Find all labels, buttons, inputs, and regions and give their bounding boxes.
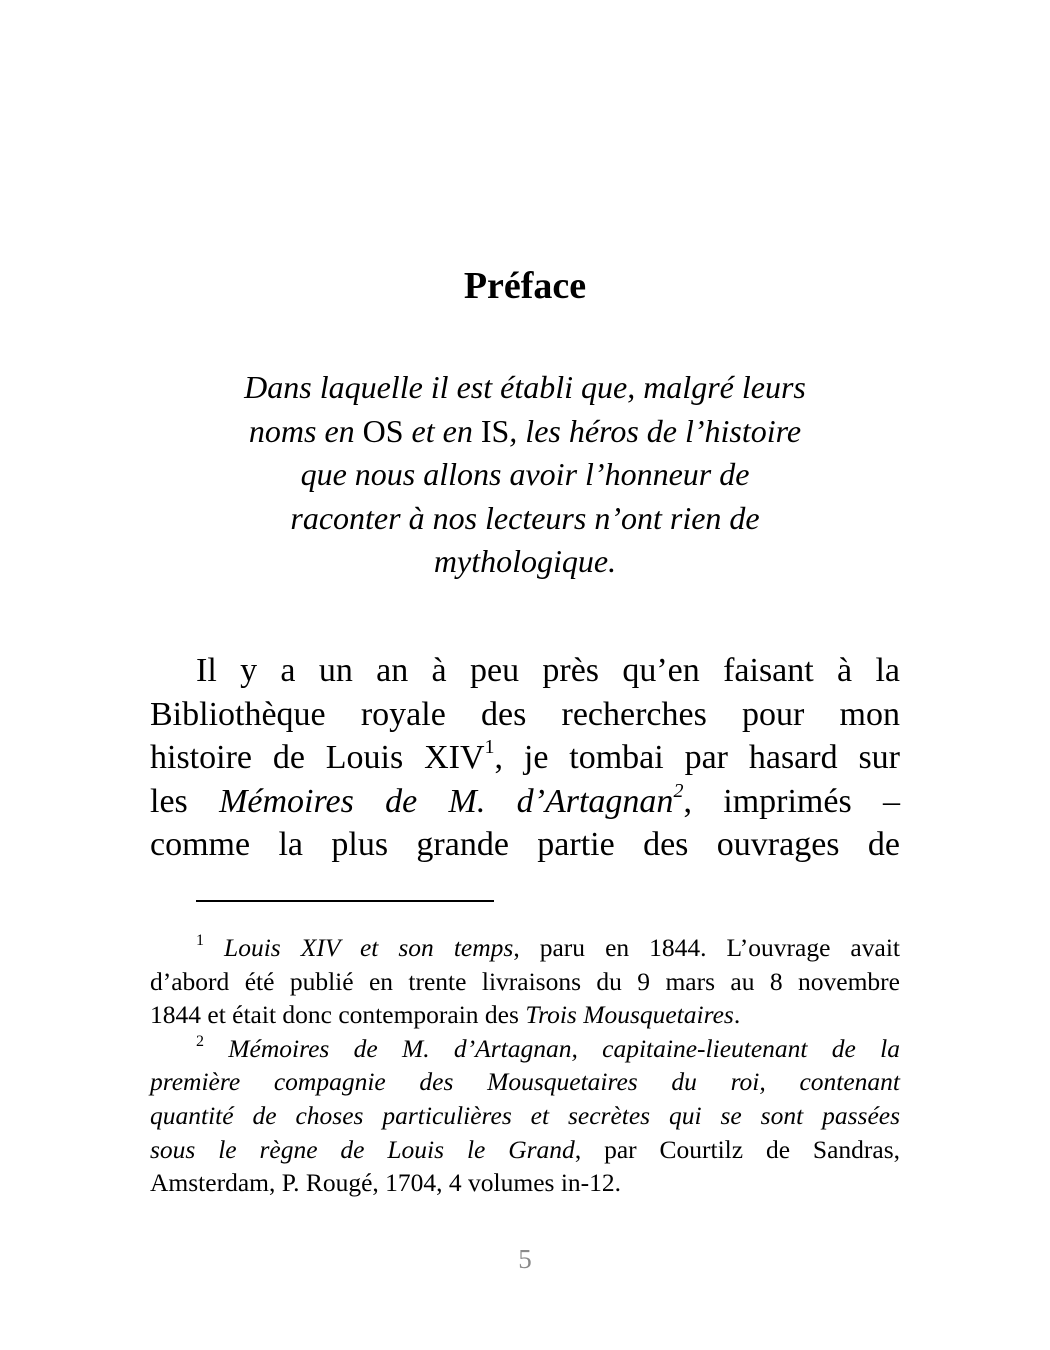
body-line-1: Il y a un an à peu près qu’en faisant à la bbox=[196, 652, 900, 689]
footnote-ref-2-mark: 2 bbox=[673, 779, 684, 802]
footnote-2-line-4 bbox=[150, 1133, 900, 1167]
footnote-ref-1[interactable]: 1 bbox=[484, 736, 495, 758]
footnote-1-title: Louis XIV et son temps bbox=[224, 933, 514, 962]
footnote-1-line-3 bbox=[150, 998, 900, 1032]
footnote-1-line-3a: 1844 et était donc contemporain des bbox=[150, 1000, 526, 1030]
footnote-1-line-1b: , paru en 1844. L’ouvrage avait bbox=[513, 933, 900, 962]
footnote-2-line-1 bbox=[150, 1032, 900, 1066]
body-line-3 bbox=[150, 736, 900, 780]
page-number: 5 bbox=[518, 1244, 532, 1274]
book-title-memoires: Mémoires de M. d’Artagnan bbox=[219, 782, 674, 820]
footnote-separator bbox=[196, 900, 494, 902]
summary-line-2e: , les héros de l’histoire bbox=[509, 412, 802, 449]
body-line-4 bbox=[150, 780, 900, 824]
body-line-2: Bibliothèque royale des recherches pour mon bbox=[150, 695, 900, 733]
footnote-1-line-2: d’abord été publié en trente livraisons du 9 mars au 8 novembre bbox=[150, 966, 900, 996]
summary-line-5: mythologique. bbox=[433, 543, 617, 579]
summary-line-2a: noms en bbox=[248, 412, 363, 449]
footnote-2-line-2 bbox=[150, 1065, 900, 1099]
footnote-2-line-3-text: quantité de choses particulières et secrètes qui se sont passées bbox=[150, 1100, 900, 1130]
footnote-2-line-2-text: première compagnie des Mousquetaires du roi, contenant bbox=[150, 1067, 900, 1097]
footnote-2-line-5: Amsterdam, P. Rougé, 1704, 4 volumes in-12. bbox=[150, 1168, 622, 1198]
chapter-summary bbox=[175, 366, 875, 584]
footnote-1 bbox=[150, 931, 900, 1032]
footnote-1-line-1 bbox=[150, 931, 900, 965]
footnote-2 bbox=[150, 1032, 900, 1200]
summary-line-3: que nous allons avoir l’honneur de bbox=[300, 456, 750, 492]
footnote-2-line-3 bbox=[150, 1099, 900, 1133]
footnote-2-mark: 2 bbox=[196, 1032, 204, 1050]
footnote-2-line-4b: , par Courtilz de Sandras, bbox=[574, 1134, 900, 1164]
chapter-title: Préface bbox=[463, 265, 587, 307]
footnote-ref-2[interactable] bbox=[673, 780, 683, 802]
summary-line-2c: et en bbox=[403, 412, 481, 449]
footnote-1-mark: 1 bbox=[196, 932, 204, 949]
body-line-4c: , imprimés – bbox=[683, 782, 900, 820]
body-paragraph bbox=[150, 649, 900, 867]
body-line-3a: histoire de Louis XIV bbox=[150, 739, 485, 776]
body-line-4a: les bbox=[150, 782, 220, 820]
footnote-2-line-4a: sous le règne de Louis le Grand bbox=[150, 1134, 575, 1164]
summary-is: IS bbox=[480, 412, 510, 449]
summary-line-1: Dans laquelle il est établi que, malgré leurs bbox=[244, 369, 806, 405]
body-line-5: comme la plus grande partie des ouvrages de bbox=[150, 826, 900, 863]
footnote-2-line-1-text: Mémoires de M. d’Artagnan, capitaine-lieutenant de la bbox=[228, 1033, 900, 1063]
summary-line-4: raconter à nos lecteurs n’ont rien de bbox=[290, 499, 760, 536]
footnote-1-book-title: Trois Mousquetaires bbox=[525, 1000, 734, 1030]
body-line-3b: , je tombai par hasard sur bbox=[494, 739, 900, 776]
footnote-1-line-3c: . bbox=[733, 1000, 741, 1030]
summary-os: OS bbox=[362, 412, 404, 449]
footnotes bbox=[150, 931, 900, 1200]
